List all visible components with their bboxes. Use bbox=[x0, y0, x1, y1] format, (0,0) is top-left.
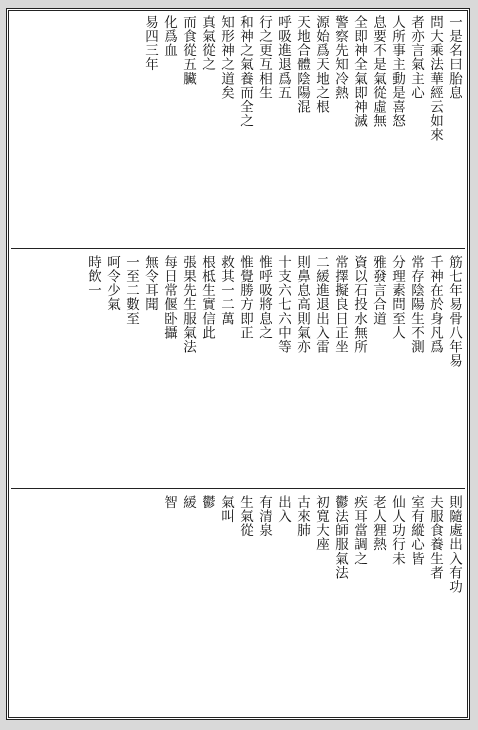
text-column: 生氣從 bbox=[237, 495, 253, 538]
text-column: 疾耳當調之 bbox=[351, 495, 367, 566]
text-column: 室有縱心皆 bbox=[408, 495, 424, 566]
text-column: 真氣從之 bbox=[199, 15, 215, 72]
text-column: 救其一二萬 bbox=[218, 255, 234, 326]
text-column: 筋七年易骨八年易 bbox=[446, 255, 462, 368]
book-page bbox=[6, 8, 470, 720]
text-column: 千神在於身凡爲 bbox=[427, 255, 443, 354]
text-column: 行之更互相生 bbox=[256, 15, 272, 100]
text-band-top bbox=[13, 15, 463, 243]
text-column: 一是名曰胎息 bbox=[446, 15, 462, 100]
text-column: 鬱法師服氣法 bbox=[332, 495, 348, 580]
text-column: 常擇擬良日正坐 bbox=[332, 255, 348, 354]
text-column: 初寬大座 bbox=[313, 495, 329, 552]
text-column: 夫服食養生者 bbox=[427, 495, 443, 580]
text-column: 和神之氣養而全之 bbox=[237, 15, 253, 128]
text-column: 緩 bbox=[180, 495, 196, 510]
text-column: 智 bbox=[161, 495, 177, 510]
text-column: 則隨處出入有功 bbox=[446, 495, 462, 594]
text-column: 易四三年 bbox=[142, 15, 158, 72]
text-column: 警察先知冷熱 bbox=[332, 15, 348, 100]
text-column: 呼吸進退爲五 bbox=[275, 15, 291, 100]
text-column: 十支六七六中等 bbox=[275, 255, 291, 354]
text-column: 一至二數至 bbox=[123, 255, 139, 326]
text-column: 時飲一 bbox=[85, 255, 101, 298]
text-column: 無令耳聞 bbox=[142, 255, 158, 312]
text-column: 古來肺 bbox=[294, 495, 310, 538]
text-column: 惟覺勝方即正 bbox=[237, 255, 253, 340]
text-column: 老人狸熱 bbox=[370, 495, 386, 552]
text-column: 知形神之道矣 bbox=[218, 15, 234, 100]
text-column: 則鼻息高則氣亦 bbox=[294, 255, 310, 354]
text-column: 雅發言合道 bbox=[370, 255, 386, 326]
text-column: 惟呼吸將息之 bbox=[256, 255, 272, 340]
text-column: 呵令少氣 bbox=[104, 255, 120, 312]
text-column: 資以石投水無所 bbox=[351, 255, 367, 354]
text-column: 分理素問至人 bbox=[389, 255, 405, 340]
text-band-middle bbox=[13, 255, 463, 483]
text-column: 息要不是氣從虛無 bbox=[370, 15, 386, 128]
text-column: 張果先生服氣法 bbox=[180, 255, 196, 354]
text-column: 每日常偃卧攝 bbox=[161, 255, 177, 340]
text-column: 天地合體陰陽混 bbox=[294, 15, 310, 114]
text-column: 而食從五臟 bbox=[180, 15, 196, 86]
text-column: 人所事主動是喜怒 bbox=[389, 15, 405, 128]
text-column: 有清泉 bbox=[256, 495, 272, 538]
text-column: 全即神全氣即神滅 bbox=[351, 15, 367, 128]
text-column: 出入 bbox=[275, 495, 291, 524]
text-column: 常存陰陽生不測 bbox=[408, 255, 424, 354]
text-column: 問大乘法華經云如來 bbox=[427, 15, 443, 142]
text-column: 氣叫 bbox=[218, 495, 234, 524]
text-column: 鬱 bbox=[199, 495, 215, 510]
band-divider bbox=[11, 488, 465, 489]
text-column: 仙人功行未 bbox=[389, 495, 405, 566]
text-column: 化爲血 bbox=[161, 15, 177, 58]
text-column: 根柢生實信此 bbox=[199, 255, 215, 340]
text-column: 二緩進退出入雷 bbox=[313, 255, 329, 354]
text-column: 者亦言氣主心 bbox=[408, 15, 424, 100]
text-column: 源始爲天地之根 bbox=[313, 15, 329, 114]
band-divider bbox=[11, 248, 465, 249]
text-band-bottom bbox=[13, 495, 463, 715]
